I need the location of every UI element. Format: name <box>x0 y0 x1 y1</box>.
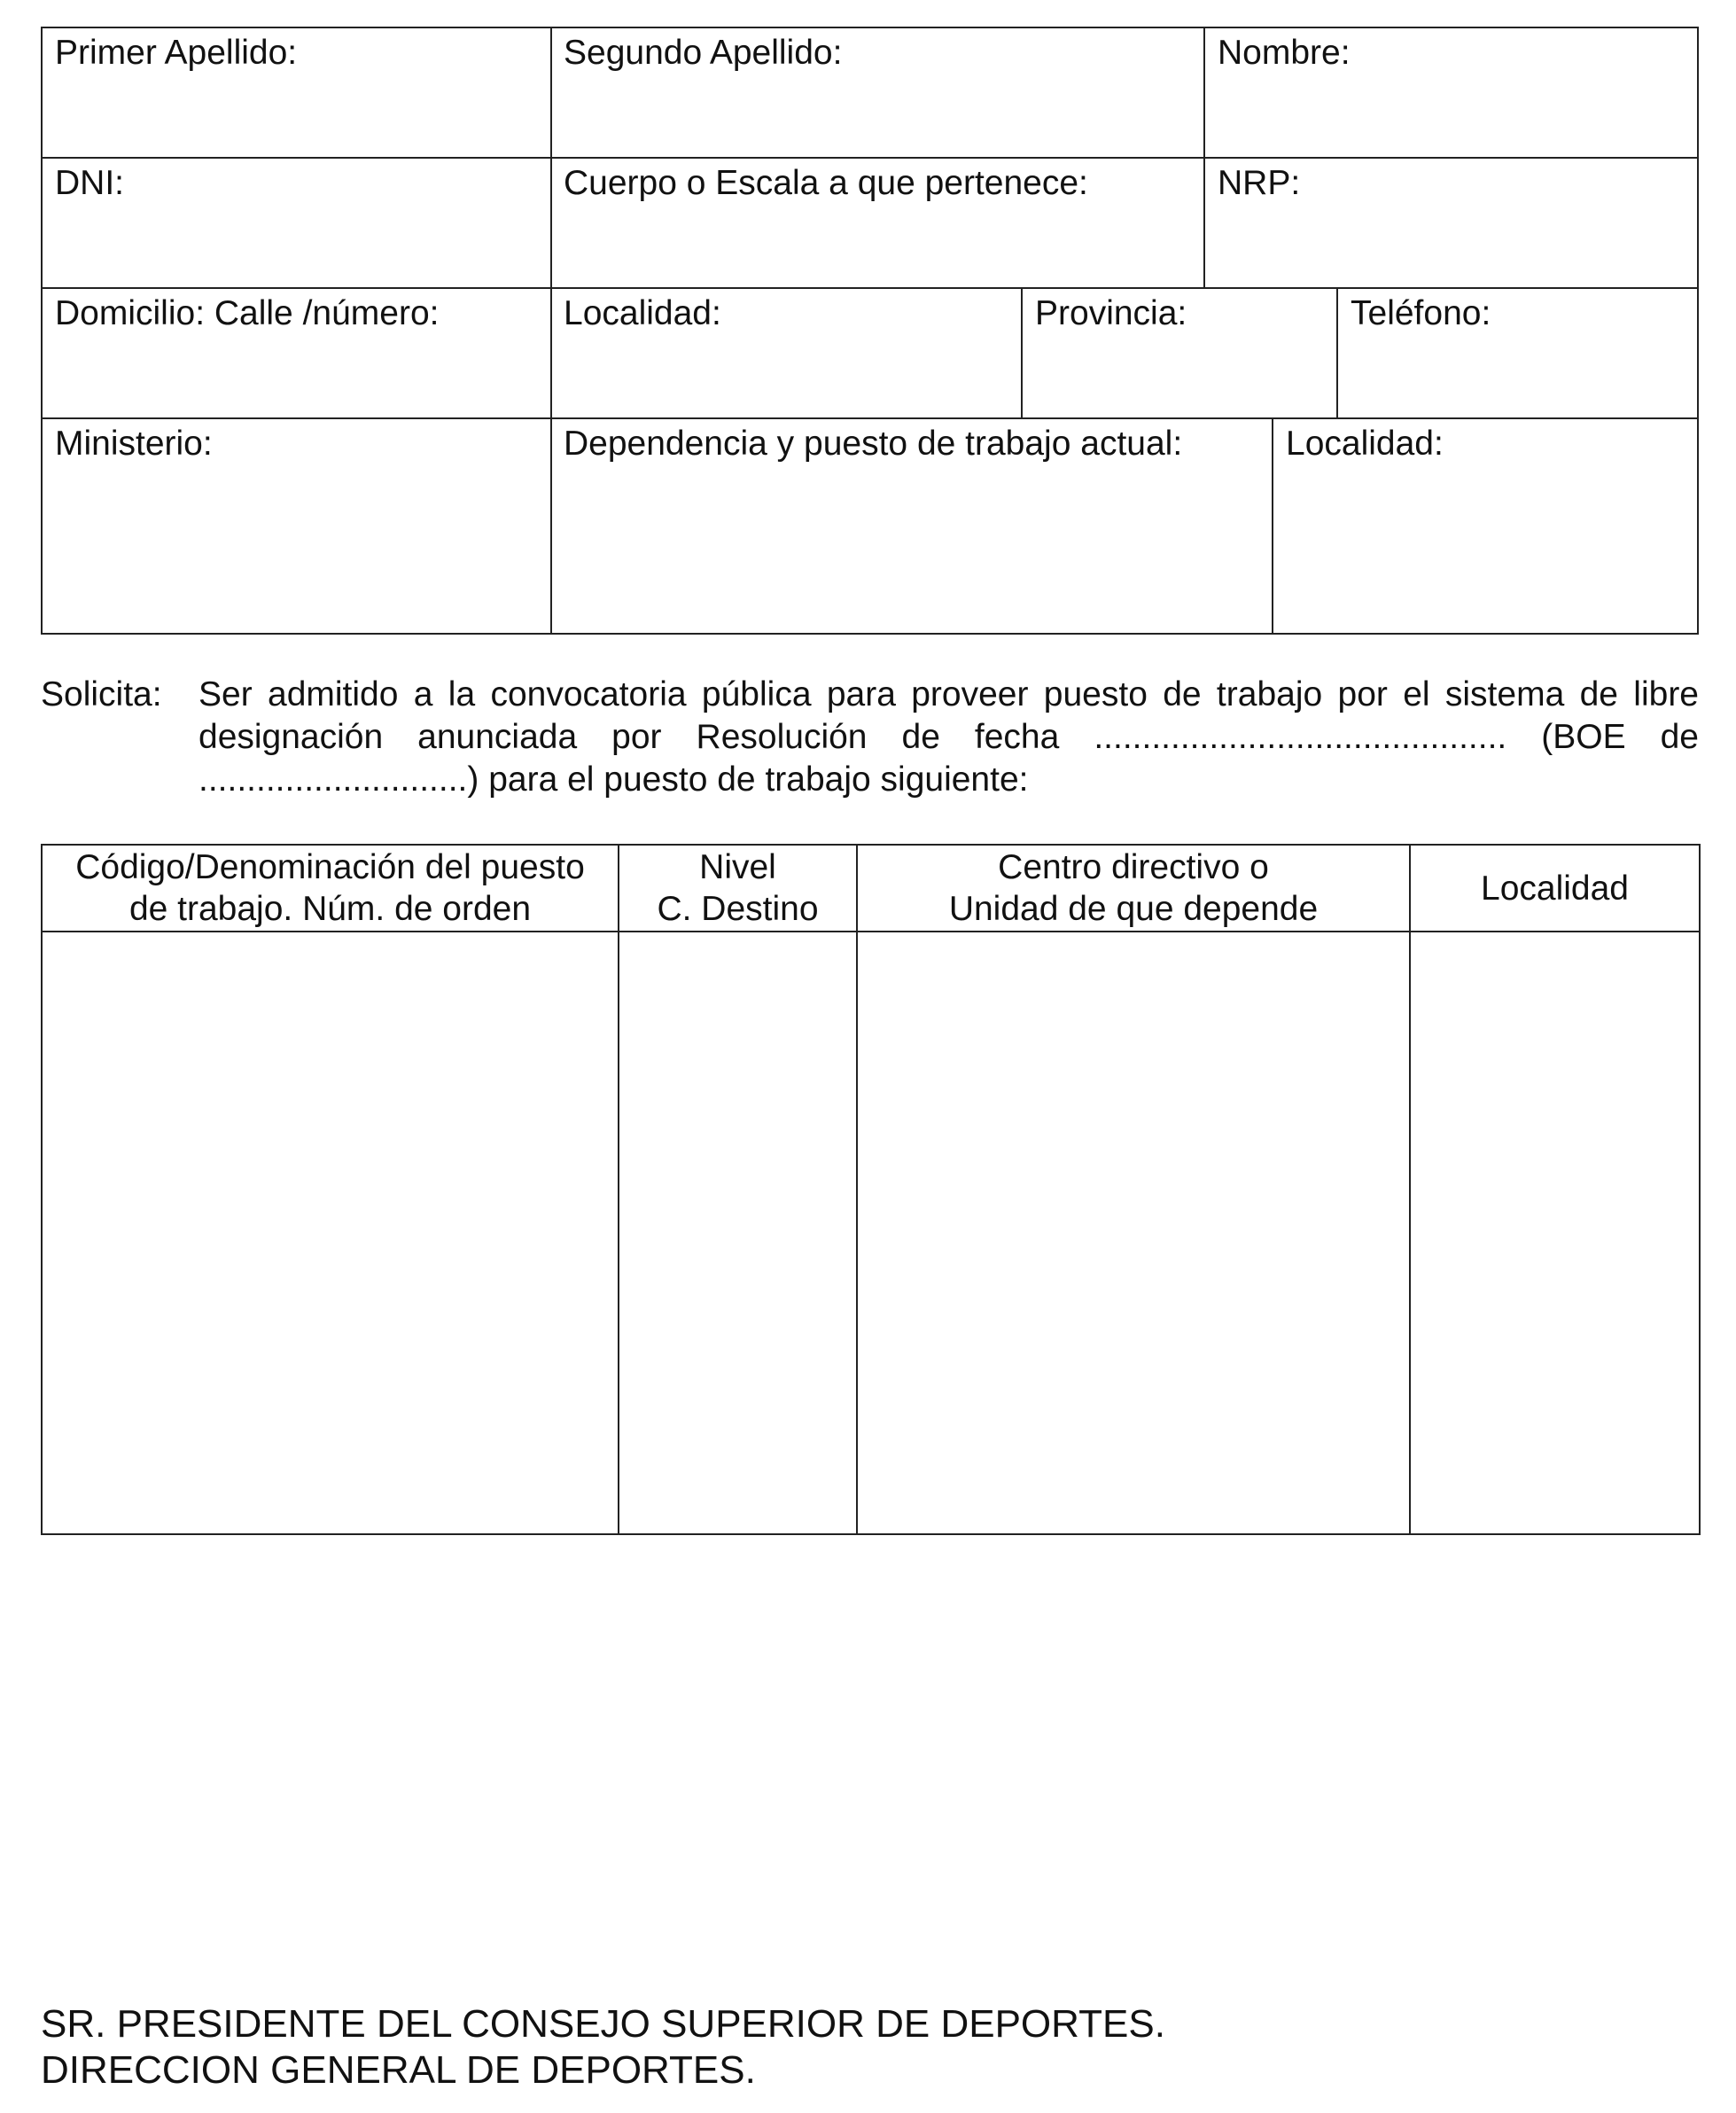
cell-centro-directivo[interactable] <box>857 932 1410 1534</box>
ministerio-field[interactable]: Ministerio: <box>55 425 213 463</box>
solicita-line-2[interactable]: designación anunciada por Resolución de fecha ........................................... (BOE de <box>199 718 1699 756</box>
segundo-apellido-field[interactable]: Segundo Apellido: <box>564 34 843 72</box>
job-position-table <box>41 844 1701 1535</box>
provincia-field[interactable]: Provincia: <box>1035 294 1187 332</box>
nombre-field[interactable]: Nombre: <box>1218 34 1351 72</box>
column-divider <box>1272 417 1273 633</box>
dni-field[interactable]: DNI: <box>55 164 124 202</box>
header-centro-directivo: Centro directivo o Unidad de que depende <box>857 845 1410 932</box>
telefono-field[interactable]: Teléfono: <box>1351 294 1491 332</box>
header-localidad: Localidad <box>1410 845 1700 932</box>
domicilio-field[interactable]: Domicilio: Calle /número: <box>55 294 440 332</box>
solicita-paragraph <box>199 674 1699 801</box>
row-divider <box>43 417 1697 419</box>
header-codigo: Código/Denominación del puesto de trabajo. Núm. de orden <box>42 845 619 932</box>
addressee <box>41 2001 1165 2094</box>
localidad-trabajo-field[interactable]: Localidad: <box>1286 425 1444 463</box>
column-divider <box>1021 287 1023 417</box>
column-divider <box>1336 287 1338 417</box>
column-divider <box>1203 28 1205 287</box>
solicita-line-1: Ser admitido a la convocatoria pública para proveer puesto de trabajo por el sistema de libre <box>199 675 1699 713</box>
header-nivel: Nivel C. Destino <box>619 845 857 932</box>
personal-data-grid <box>41 27 1699 635</box>
nrp-field[interactable]: NRP: <box>1218 164 1301 202</box>
cell-localidad[interactable] <box>1410 932 1700 1534</box>
solicita-label: Solicita: <box>41 675 162 713</box>
addressee-line-2: DIRECCION GENERAL DE DEPORTES. <box>41 2048 756 2092</box>
row-divider <box>43 287 1697 289</box>
row-divider <box>43 157 1697 159</box>
solicita-line-3[interactable]: ............................) para el puesto de trabajo siguiente: <box>199 760 1029 799</box>
column-divider <box>550 28 552 633</box>
cell-codigo[interactable] <box>42 932 619 1534</box>
primer-apellido-field[interactable]: Primer Apellido: <box>55 34 298 72</box>
table-row <box>42 932 1700 1534</box>
localidad-domicilio-field[interactable]: Localidad: <box>564 294 721 332</box>
addressee-line-1: SR. PRESIDENTE DEL CONSEJO SUPERIOR DE DEPORTES. <box>41 2002 1165 2046</box>
cuerpo-escala-field[interactable]: Cuerpo o Escala a que pertenece: <box>564 164 1088 202</box>
cell-nivel[interactable] <box>619 932 857 1534</box>
table-header-row <box>42 845 1700 932</box>
dependencia-field[interactable]: Dependencia y puesto de trabajo actual: <box>564 425 1183 463</box>
